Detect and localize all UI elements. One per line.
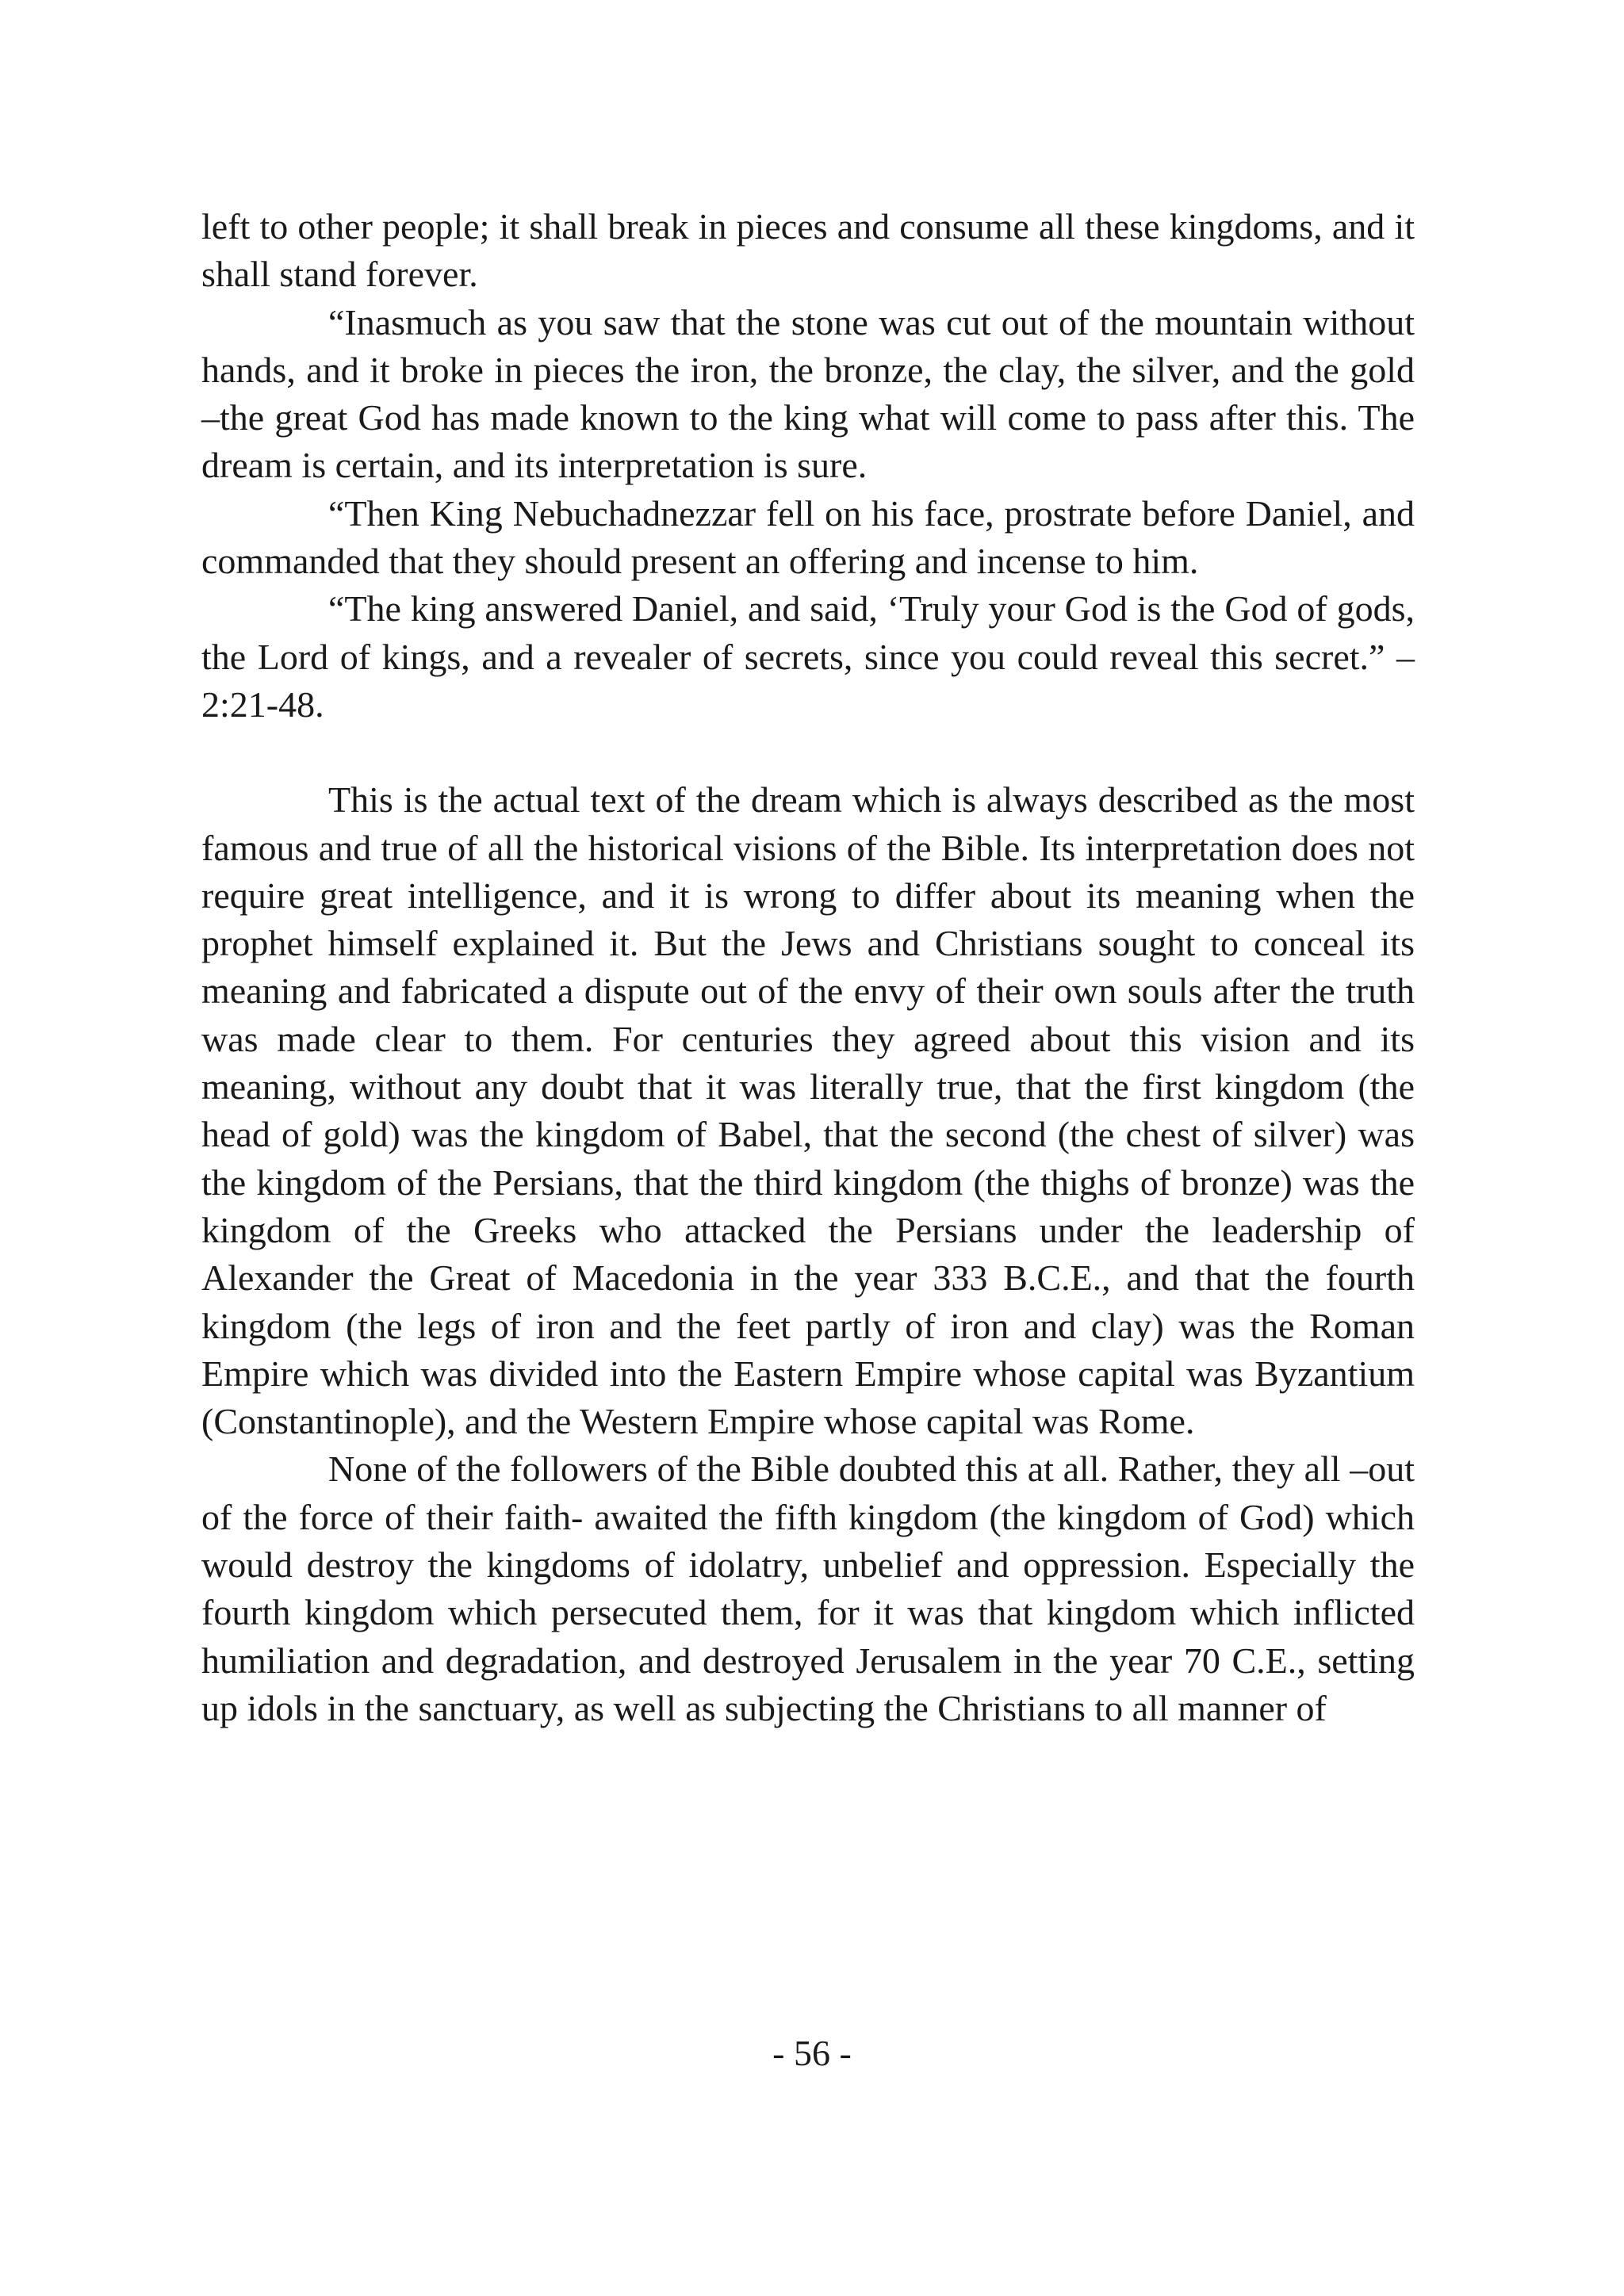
main-text (201, 203, 1415, 1732)
quote-continuation: left to other people; it shall break in pieces and consume all these kingdoms, and it shall stand forever. (201, 206, 1415, 295)
quote-paragraph-nebuchadnezzar: “Then King Nebuchadnezzar fell on his face, prostrate before Daniel, and commanded that they should present an offering and incense to him. (201, 492, 1415, 582)
quote-paragraph-king-answered: “The king answered Daniel, and said, ‘Truly your God is the God of gods, the Lord of kings, and a revealer of secrets, since you could reveal this secret.” –2:21-48. (201, 588, 1415, 725)
quote-paragraph-inasmuch: “Inasmuch as you saw that the stone was cut out of the mountain without hands, and it broke in pieces the iron, the bronze, the clay, the silver, and the gold –the great God has made known to the king what will come to pass after this. The dream is certain, and its interpretation is sure. (201, 301, 1415, 486)
page-number: - 56 - (772, 2033, 852, 2073)
body-paragraph-followers: None of the followers of the Bible doubted this at all. Rather, they all –out of the force of their faith- awaited the fifth kingdom (the kingdom of God) which would destroy the kingdoms of idolatry, unbelief and oppression. Especially the fourth kingdom which persecuted them, for it was that kingdom which inflicted humiliation and degradation, and destroyed Jerusalem in the year 70 C.E., setting up idols in the sanctuary, as well as subjecting the Christians to all manner of (201, 1448, 1415, 1728)
body-paragraph-dream-text: This is the actual text of the dream which is always described as the most famous and true of all the historical visions of the Bible. Its interpretation does not require great intelligence, and it is wrong to differ about its meaning when the prophet himself explained it. But the Jews and Christians sought to conceal its meaning and fabricated a dispute out of the envy of their own souls after the truth was made clear to them. For centuries they agreed about this vision and its meaning, without any doubt that it was literally true, that the first kingdom (the head of gold) was the kingdom of Babel, that the second (the chest of silver) was the kingdom of the Persians, that the third kingdom (the thighs of bronze) was the kingdom of the Greeks who attacked the Persians under the leadership of Alexander the Great of Macedonia in the year 333 B.C.E., and that the fourth kingdom (the legs of iron and the feet partly of iron and clay) was the Roman Empire which was divided into the Eastern Empire whose capital was Byzantium (Constantinople), and the Western Empire whose capital was Rome. (201, 779, 1415, 1442)
